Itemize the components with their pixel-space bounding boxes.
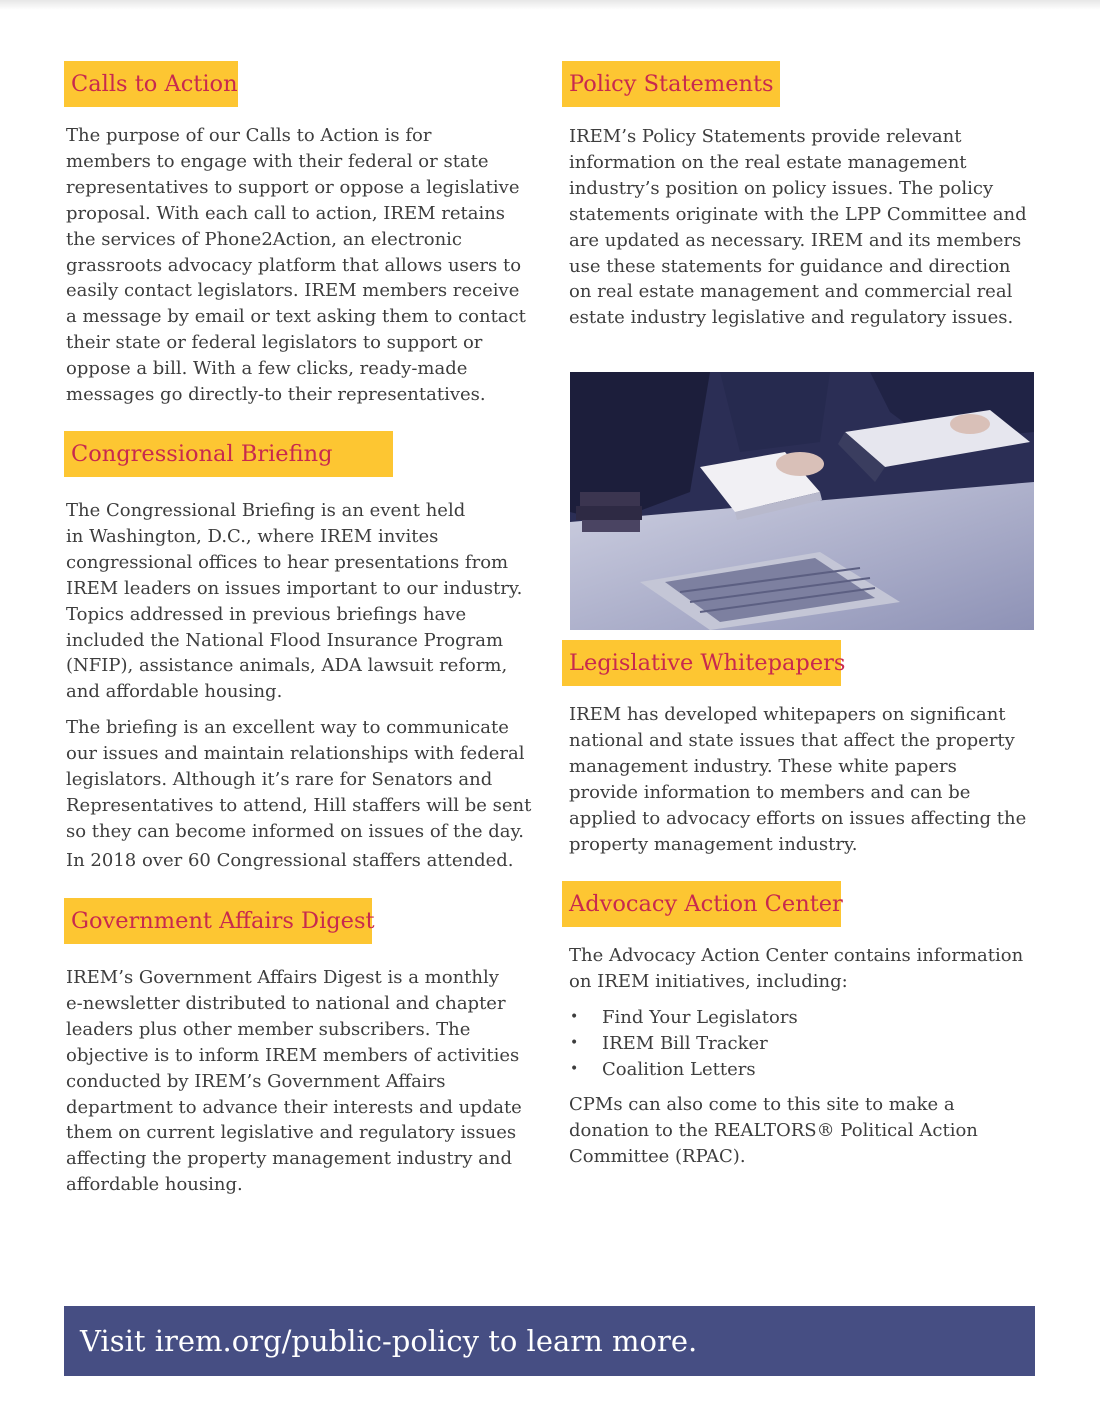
congressional-briefing-heading: Congressional Briefing bbox=[64, 431, 393, 477]
calls-to-action-heading: Calls to Action bbox=[64, 61, 238, 107]
business-meeting-photo bbox=[570, 372, 1034, 630]
congressional-briefing-body-1: The Congressional Briefing is an event held in Washington, D.C., where IREM invites congressional offices to hear presentations from IREM leaders on issues important to our industry. Topics addressed in previous briefings have included the National Flood Insurance Program (NFIP), assistance animals, ADA lawsuit reform, and affordable housing. bbox=[66, 500, 523, 703]
photo-illustration bbox=[570, 372, 1034, 630]
learn-more-text: Visit irem.org/public-policy to learn more. bbox=[80, 1324, 698, 1358]
government-affairs-digest-heading: Government Affairs Digest bbox=[64, 898, 372, 944]
legislative-whitepapers-heading: Legislative Whitepapers bbox=[562, 640, 841, 686]
calls-to-action-body: The purpose of our Calls to Action is for members to engage with their federal or state representatives to support or oppose a legislative proposal. With each call to action, IREM retains the services of Phone2Action, an electronic grassroots advocacy platform that allows users to easily contact legislators. IREM members receive a message by email or text asking them to contact their state or federal legislators to support or oppose a bill. With a few clicks, ready-made messages go directly-to their representatives. bbox=[66, 125, 526, 406]
advocacy-action-center-list bbox=[570, 1005, 1030, 1083]
list-item: • IREM Bill Tracker bbox=[570, 1031, 1030, 1057]
top-edge-shadow bbox=[0, 0, 1100, 10]
congressional-briefing-body-3: In 2018 over 60 Congressional staffers attended. bbox=[66, 850, 514, 871]
congressional-briefing-body-2: The briefing is an excellent way to communicate our issues and maintain relationships with federal legislators. Although it’s rare for Senators and Representatives to attend, Hill staffers will be sent so they can become informed on issues of the day. bbox=[66, 717, 532, 842]
government-affairs-digest-body: IREM’s Government Affairs Digest is a monthly e-newsletter distributed to national and chapter leaders plus other member subscribers. The objective is to inform IREM members of activities conducted by IREM’s Government Affairs department to advance their interests and update them on current legislative and regulatory issues affecting the property management industry and affordable housing. bbox=[66, 967, 522, 1196]
policy-statements-heading: Policy Statements bbox=[562, 61, 780, 107]
advocacy-action-center-heading: Advocacy Action Center bbox=[562, 881, 841, 927]
learn-more-banner bbox=[64, 1306, 1035, 1376]
list-item: • Find Your Legislators bbox=[570, 1005, 1030, 1031]
advocacy-action-center-intro: The Advocacy Action Center contains information on IREM initiatives, including: bbox=[569, 945, 1024, 992]
legislative-whitepapers-body: IREM has developed whitepapers on significant national and state issues that affect the property management industry. These white papers provide information to members and can be applied to advocacy efforts on issues affecting the property management industry. bbox=[569, 704, 1027, 855]
list-item: • Coalition Letters bbox=[570, 1057, 1030, 1083]
policy-statements-body: IREM’s Policy Statements provide relevant information on the real estate management industry’s position on policy issues. The policy statements originate with the LPP Committee and are updated as necessary. IREM and its members use these statements for guidance and direction on real estate management and commercial real estate industry legislative and regulatory issues. bbox=[569, 126, 1027, 329]
advocacy-action-center-outro: CPMs can also come to this site to make a donation to the REALTORS® Political Action Committee (RPAC). bbox=[569, 1094, 978, 1167]
